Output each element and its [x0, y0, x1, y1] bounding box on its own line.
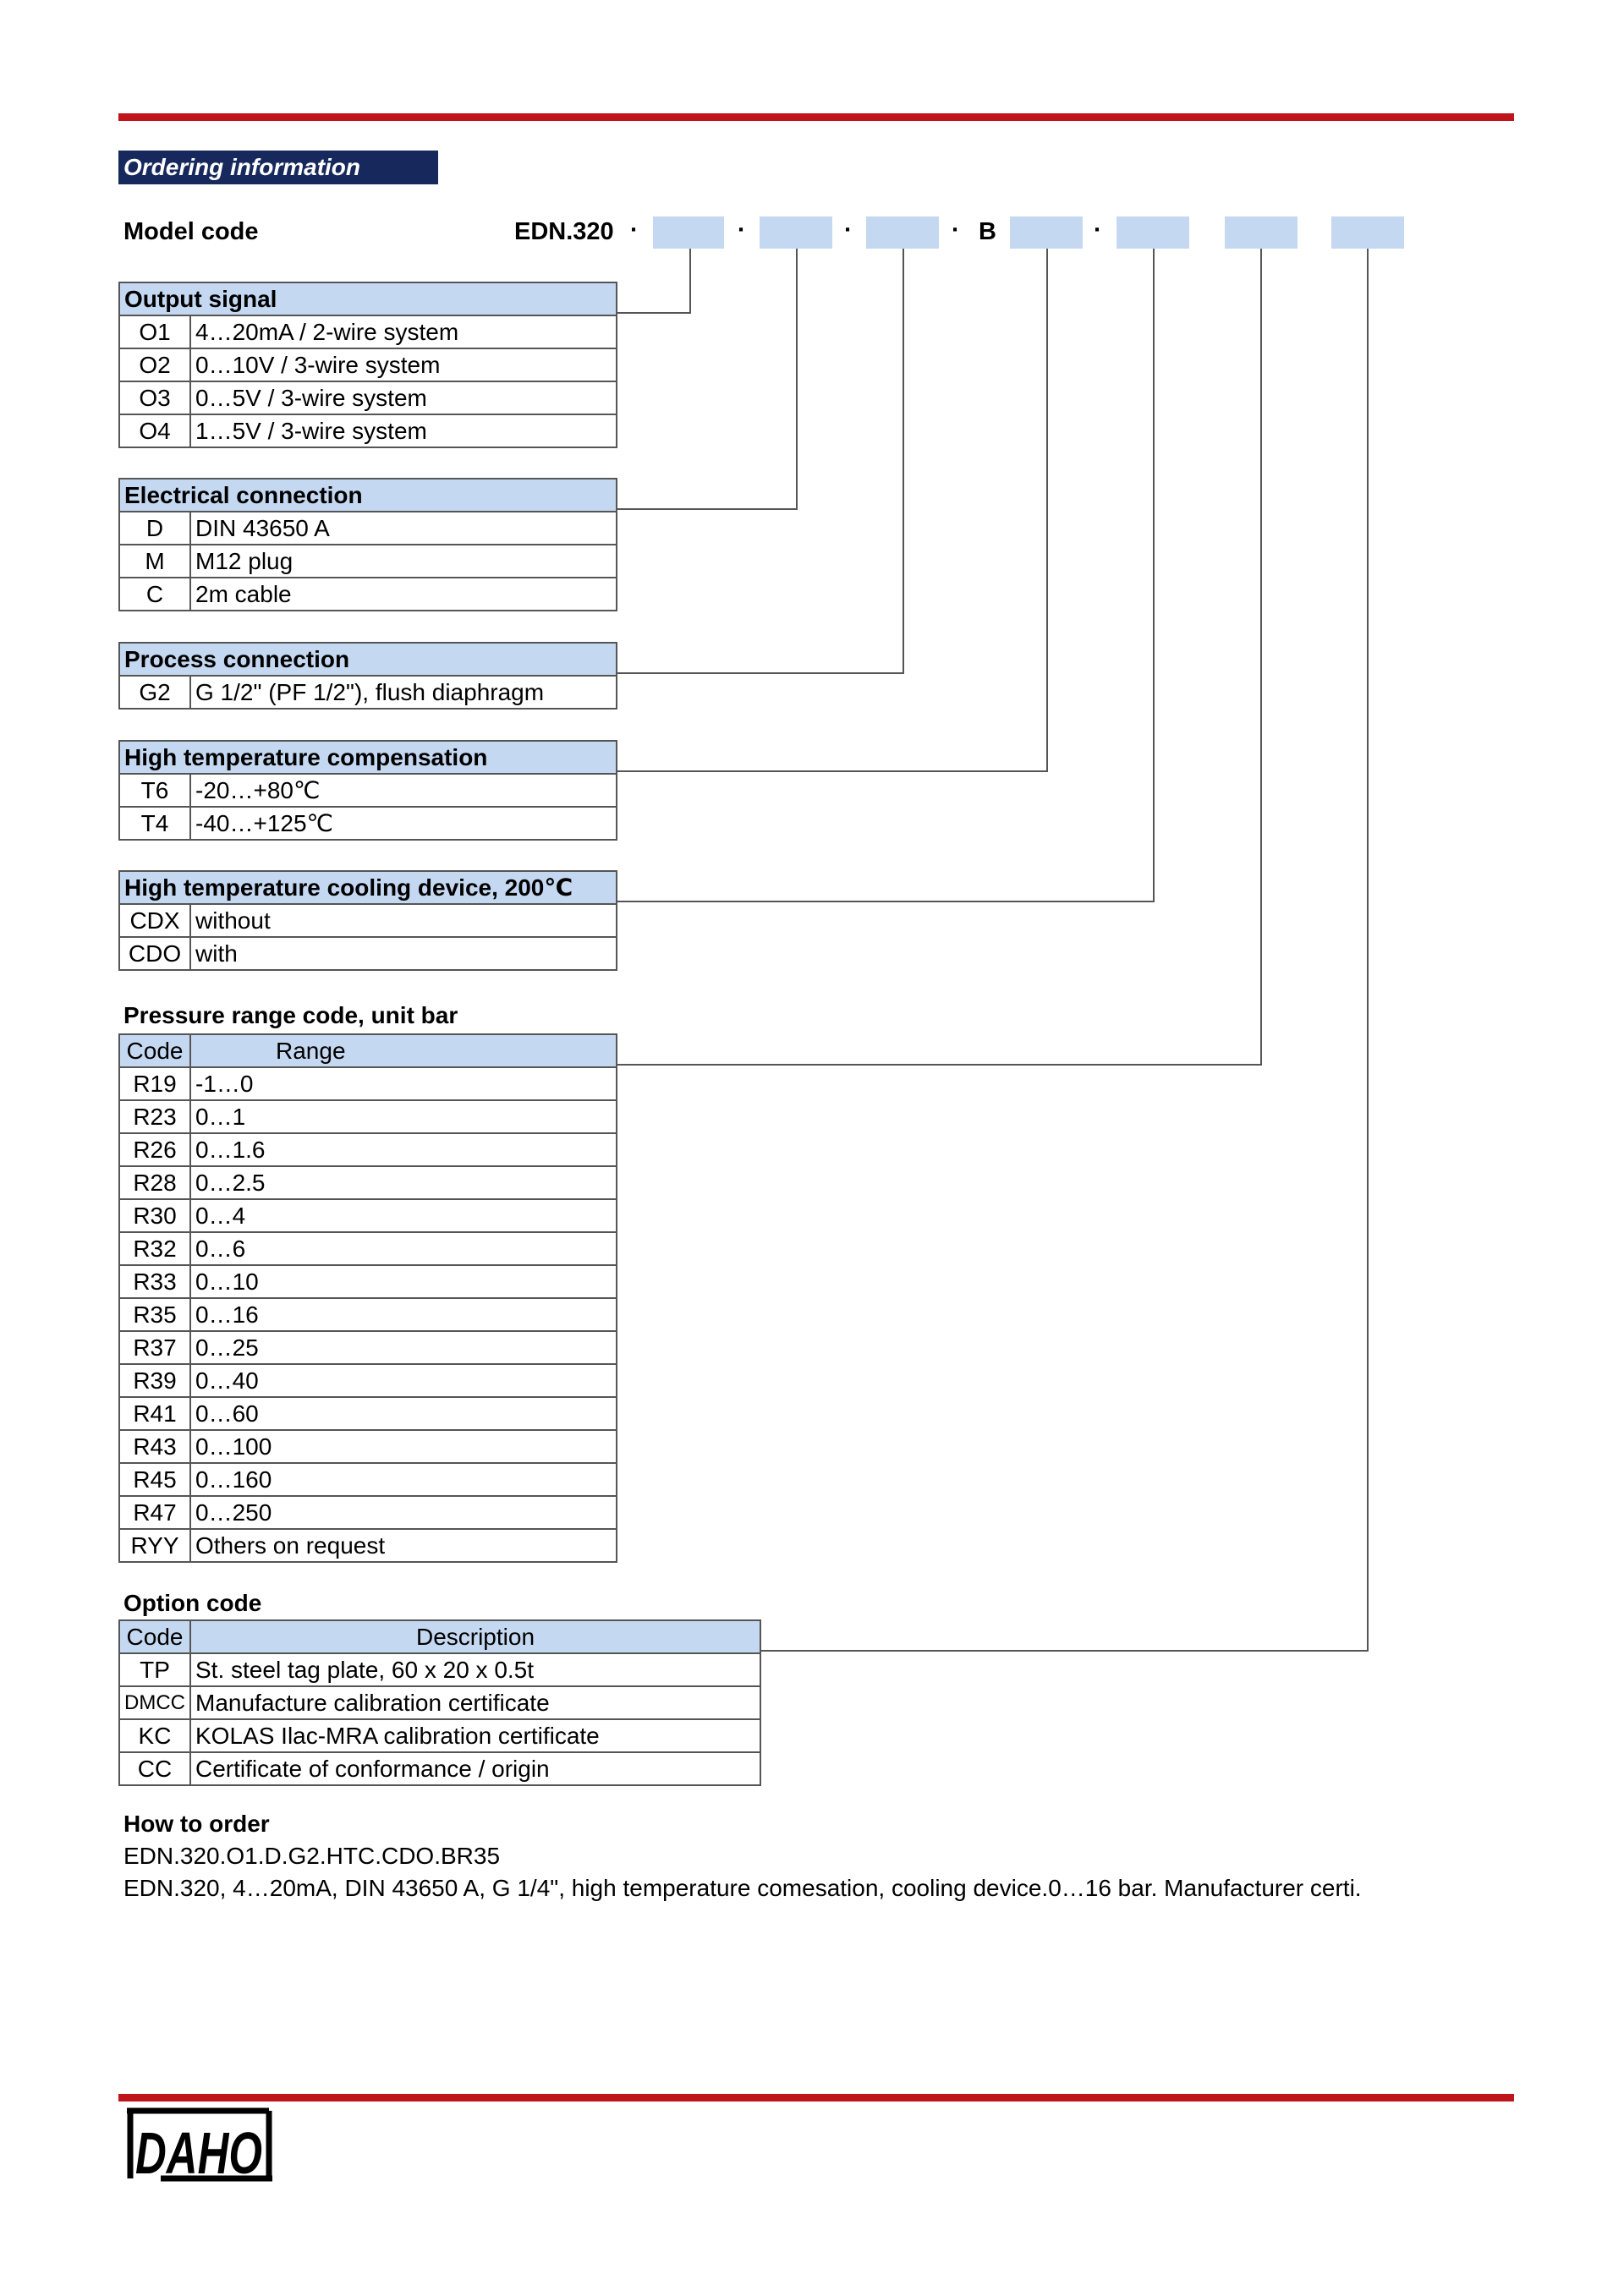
connector-pressure-range [617, 249, 1261, 1065]
option-description: St. steel tag plate, 60 x 20 x 0.5t [190, 1653, 760, 1686]
connector-cooling-device [617, 249, 1154, 901]
table-row[interactable] [119, 1265, 617, 1298]
model-code-separator: · [844, 216, 853, 244]
option-description: 0…160 [190, 1463, 617, 1496]
table-row[interactable] [119, 315, 617, 348]
table-row[interactable] [119, 1430, 617, 1463]
option-code: R19 [119, 1067, 190, 1100]
table-row[interactable] [119, 1463, 617, 1496]
table-row[interactable] [119, 774, 617, 807]
option-description: -40…+125℃ [190, 807, 617, 840]
option-code: CC [119, 1752, 190, 1785]
option-code: R43 [119, 1430, 190, 1463]
column-header-range: Range [190, 1034, 617, 1067]
column-header-code: Code [119, 1034, 190, 1067]
option-description: 0…2.5 [190, 1166, 617, 1199]
option-description: 0…1 [190, 1100, 617, 1133]
option-description: 0…40 [190, 1364, 617, 1397]
option-code: DMCC [119, 1686, 190, 1719]
table-title: Process connection [119, 643, 617, 676]
table-row[interactable] [119, 381, 617, 414]
option-description: 0…6 [190, 1232, 617, 1265]
table-row[interactable] [119, 1166, 617, 1199]
table-row[interactable] [119, 1496, 617, 1529]
table-title: Electrical connection [119, 479, 617, 512]
model-code-label: Model code [123, 218, 259, 245]
table-row[interactable] [119, 1199, 617, 1232]
table-row[interactable] [119, 1364, 617, 1397]
option-code: R32 [119, 1232, 190, 1265]
option-code: G2 [119, 676, 190, 709]
temp-compensation-table [118, 740, 617, 841]
model-code-separator: · [1094, 216, 1102, 244]
option-description: 0…5V / 3-wire system [190, 381, 617, 414]
table-row[interactable] [119, 414, 617, 447]
option-description: 2m cable [190, 578, 617, 611]
table-row[interactable] [119, 1100, 617, 1133]
bottom-red-rule [118, 2094, 1514, 2101]
model-code-separator: · [952, 216, 960, 244]
table-row[interactable] [119, 348, 617, 381]
table-row[interactable] [119, 1133, 617, 1166]
option-code: R30 [119, 1199, 190, 1232]
option-description: KOLAS Ilac-MRA calibration certificate [190, 1719, 760, 1752]
column-header-code: Code [119, 1620, 190, 1653]
how-to-order-example-code: EDN.320.O1.D.G2.HTC.CDO.BR35 [123, 1843, 501, 1869]
table-row[interactable] [119, 904, 617, 937]
option-description: M12 plug [190, 545, 617, 578]
table-row[interactable] [119, 1529, 617, 1562]
page-title: Ordering information [118, 151, 438, 184]
option-description: 0…16 [190, 1298, 617, 1331]
logo-text: DAHO [135, 2120, 262, 2186]
pressure-range-title: Pressure range code, unit bar [123, 1002, 458, 1028]
option-code: CDO [119, 937, 190, 970]
how-to-order-example-description: EDN.320, 4…20mA, DIN 43650 A, G 1/4", high temperature comesation, cooling device.0…16 bar. Manufacturer certi. [123, 1875, 1362, 1901]
option-code: C [119, 578, 190, 611]
option-description: G 1/2" (PF 1/2"), flush diaphragm [190, 676, 617, 709]
option-description: with [190, 937, 617, 970]
option-description: 0…10 [190, 1265, 617, 1298]
option-description: 0…250 [190, 1496, 617, 1529]
model-code-separator: · [630, 216, 639, 244]
option-code: R23 [119, 1100, 190, 1133]
table-row[interactable] [119, 1397, 617, 1430]
option-code: R45 [119, 1463, 190, 1496]
option-code: R33 [119, 1265, 190, 1298]
table-row[interactable] [119, 578, 617, 611]
table-row[interactable] [119, 1719, 760, 1752]
option-code: R47 [119, 1496, 190, 1529]
option-code: R39 [119, 1364, 190, 1397]
table-row[interactable] [119, 1686, 760, 1719]
model-code-separator: · [738, 216, 746, 244]
option-code-title: Option code [123, 1590, 262, 1616]
option-code: R26 [119, 1133, 190, 1166]
table-row[interactable] [119, 1653, 760, 1686]
pressure-range-table [118, 1033, 617, 1563]
table-row[interactable] [119, 1331, 617, 1364]
option-description: DIN 43650 A [190, 512, 617, 545]
column-header-description: Description [190, 1620, 760, 1653]
table-title: High temperature compensation [119, 741, 617, 774]
table-row[interactable] [119, 1067, 617, 1100]
process-connection-table [118, 642, 617, 710]
option-description: 0…25 [190, 1331, 617, 1364]
option-description: Others on request [190, 1529, 617, 1562]
option-code: RYY [119, 1529, 190, 1562]
model-code-prefix: EDN.320 [514, 218, 614, 245]
option-code: M [119, 545, 190, 578]
option-code: D [119, 512, 190, 545]
option-code: R41 [119, 1397, 190, 1430]
option-code: TP [119, 1653, 190, 1686]
option-description: 0…1.6 [190, 1133, 617, 1166]
table-row[interactable] [119, 1298, 617, 1331]
option-description: 0…60 [190, 1397, 617, 1430]
option-description: Manufacture calibration certificate [190, 1686, 760, 1719]
option-code: KC [119, 1719, 190, 1752]
table-title: High temperature cooling device, 200℃ [119, 871, 617, 904]
option-code: O3 [119, 381, 190, 414]
option-code: T4 [119, 807, 190, 840]
option-code: T6 [119, 774, 190, 807]
table-row[interactable] [119, 807, 617, 840]
model-code-fixed-letter: B [979, 218, 996, 245]
table-row[interactable] [119, 937, 617, 970]
option-description: 0…10V / 3-wire system [190, 348, 617, 381]
option-code: R35 [119, 1298, 190, 1331]
connector-option-code [761, 249, 1368, 1651]
option-code: R28 [119, 1166, 190, 1199]
how-to-order-title: How to order [123, 1811, 270, 1837]
option-description: 0…100 [190, 1430, 617, 1463]
table-row[interactable] [119, 545, 617, 578]
output-signal-table [118, 282, 617, 448]
option-code: CDX [119, 904, 190, 937]
table-row[interactable] [119, 1232, 617, 1265]
option-description: Certificate of conformance / origin [190, 1752, 760, 1785]
option-code: O4 [119, 414, 190, 447]
connector-output-signal [617, 249, 690, 313]
table-row[interactable] [119, 1752, 760, 1785]
daho-logo [123, 2101, 276, 2194]
option-code-table [118, 1619, 761, 1786]
connector-electrical-connection [617, 249, 797, 509]
option-description: without [190, 904, 617, 937]
table-row[interactable] [119, 512, 617, 545]
option-code: O2 [119, 348, 190, 381]
electrical-connection-table [118, 478, 617, 611]
option-description: 4…20mA / 2-wire system [190, 315, 617, 348]
option-code: O1 [119, 315, 190, 348]
cooling-device-table [118, 870, 617, 971]
option-description: -20…+80℃ [190, 774, 617, 807]
table-row[interactable] [119, 676, 617, 709]
option-code: R37 [119, 1331, 190, 1364]
option-description: 1…5V / 3-wire system [190, 414, 617, 447]
option-description: -1…0 [190, 1067, 617, 1100]
table-title: Output signal [119, 282, 617, 315]
option-description: 0…4 [190, 1199, 617, 1232]
